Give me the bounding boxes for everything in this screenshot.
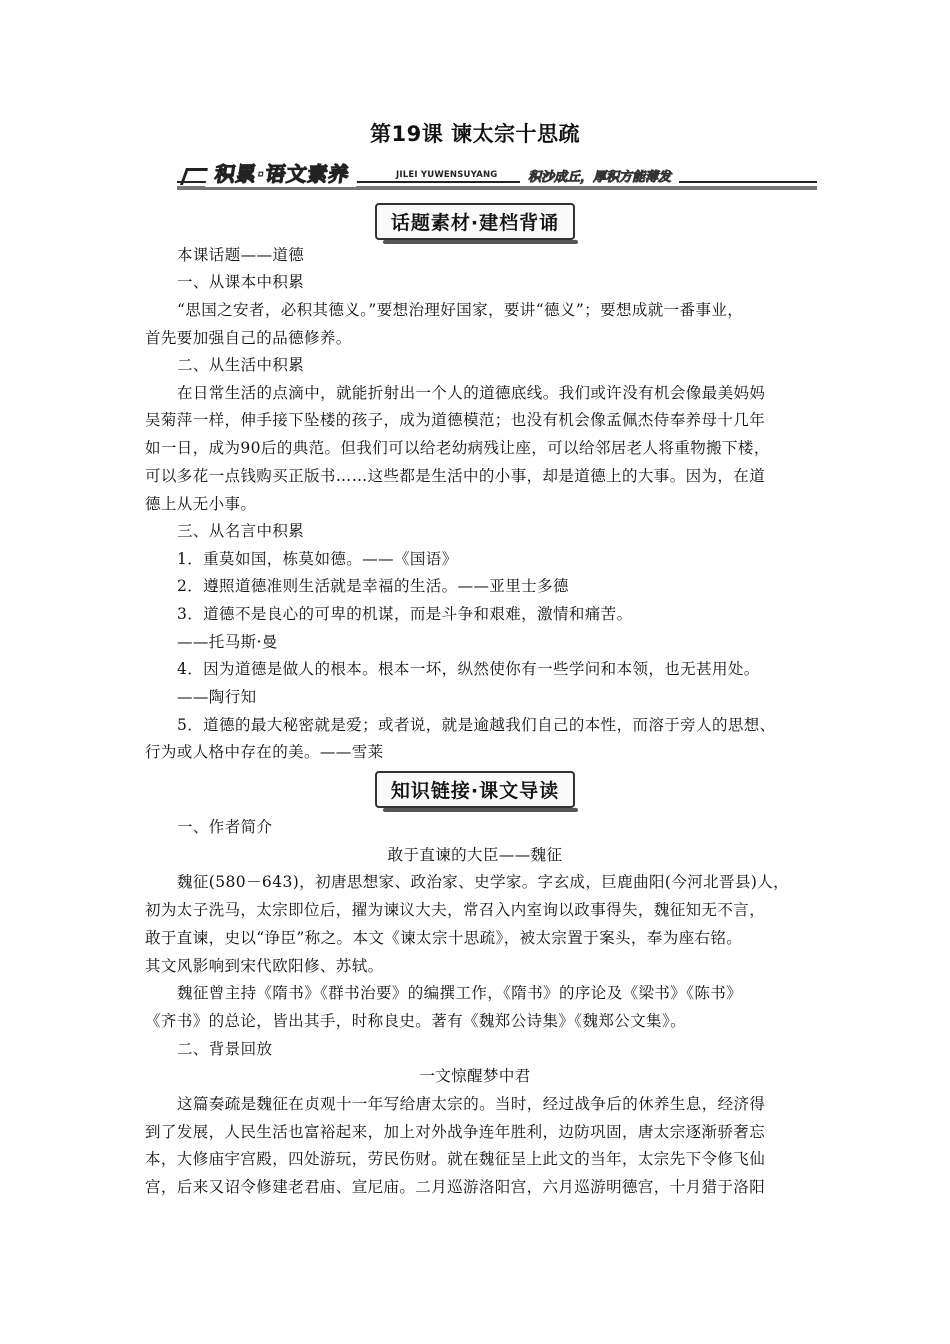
text-line: 其文风影响到宋代欧阳修、苏轼。 (145, 957, 384, 975)
text-line: 敢于直谏，史以“诤臣”称之。本文《谏太宗十思疏》，被太宗置于案头，奉为座右铭。 (145, 929, 743, 947)
text-line: 德上从无小事。 (145, 495, 257, 513)
text-line: 3．道德不是良心的可卑的机谋，而是斗争和艰难，激情和痛苦。 (177, 605, 633, 623)
text-line: 如一日，成为90后的典范。但我们可以给老幼病残让座，可以给邻居老人将重物搬下楼， (145, 439, 770, 457)
text-line: 初为太子洗马，太宗即位后，擢为谏议大夫，常召入内室询以政事得失，魏征知无不言， (145, 901, 766, 919)
section-heading-topic (0, 203, 950, 240)
text-line: 1．重莫如国，栋莫如德。——《国语》 (177, 550, 458, 568)
text-subtitle: 一文惊醒梦中君 (419, 1067, 531, 1085)
section-heading-knowledge (0, 771, 950, 808)
text-line: 二、从生活中积累 (177, 356, 305, 374)
text-line: 首先要加强自己的品德修养。 (145, 329, 352, 347)
text-subtitle: 敢于直谏的大臣——魏征 (387, 846, 563, 864)
section-heading-label: 话题素材·建档背诵 (375, 203, 575, 240)
text-line: 在日常生活的点滴中，就能折射出一个人的道德底线。我们或许没有机会像最美妈妈 (177, 384, 766, 402)
text-line: 三、从名言中积累 (177, 522, 305, 540)
text-line: 魏征(580－643)，初唐思想家、政治家、史学家。字玄成，巨鹿曲阳(今河北晋县)人， (177, 873, 790, 891)
text-line: 一、从课本中积累 (177, 273, 305, 291)
text-line: “思国之安者，必积其德义。”要想治理好国家，要讲“德义”；要想成就一番事业， (177, 301, 744, 319)
text-line: 可以多花一点钱购买正版书……这些都是生活中的小事，却是道德上的大事。因为，在道 (145, 467, 766, 485)
text-line: ——陶行知 (177, 688, 257, 706)
text-line: 这篇奏疏是魏征在贞观十一年写给唐太宗的。当时，经过战争后的休养生息，经济得 (177, 1095, 766, 1113)
text-line: 《齐书》的总论，皆出其手，时称良史。著有《魏郑公诗集》《魏郑公文集》。 (145, 1012, 687, 1030)
banner-pinyin: JILEI YUWENSUYANG (390, 170, 503, 180)
text-line: ——托马斯·曼 (177, 633, 278, 651)
text-line: 2．遵照道德准则生活就是幸福的生活。——亚里士多德 (177, 577, 569, 595)
banner-slogan: 积沙成丘，厚积方能薄发 (520, 166, 679, 185)
section-heading-label: 知识链接·课文导读 (375, 771, 575, 808)
lesson-title: 第19课 谏太宗十思疏 (369, 122, 581, 146)
text-line: 本课话题——道德 (177, 246, 305, 264)
text-line: 4．因为道德是做人的根本。根本一坏，纵然使你有一些学问和本领，也无甚用处。 (177, 660, 760, 678)
text-line: 行为或人格中存在的美。——雪莱 (145, 743, 384, 761)
text-line: 宫，后来又诏令修建老君庙、宣尼庙。二月巡游洛阳宫，六月巡游明德宫，十月猎于洛阳 (145, 1178, 766, 1196)
text-line: 魏征曾主持《隋书》《群书治要》的编撰工作，《隋书》的序论及《梁书》《陈书》 (177, 984, 743, 1002)
section-banner (177, 161, 817, 193)
banner-title: 积累·语文素养 (205, 161, 359, 187)
text-line: 到了发展，人民生活也富裕起来，加上对外战争连年胜利，边防巩固，唐太宗逐渐骄奢忘 (145, 1123, 766, 1141)
text-line: 本，大修庙宇宫殿，四处游玩，劳民伤财。就在魏征呈上此文的当年，太宗先下令修飞仙 (145, 1150, 766, 1168)
text-line: 一、作者简介 (177, 818, 273, 836)
text-line: 5．道德的最大秘密就是爱；或者说，就是逾越我们自己的本性，而溶于旁人的思想、 (177, 716, 776, 734)
text-line: 吴菊萍一样，伸手接下坠楼的孩子，成为道德模范；也没有机会像孟佩杰侍奉养母十几年 (145, 411, 766, 429)
text-line: 二、背景回放 (177, 1040, 273, 1058)
